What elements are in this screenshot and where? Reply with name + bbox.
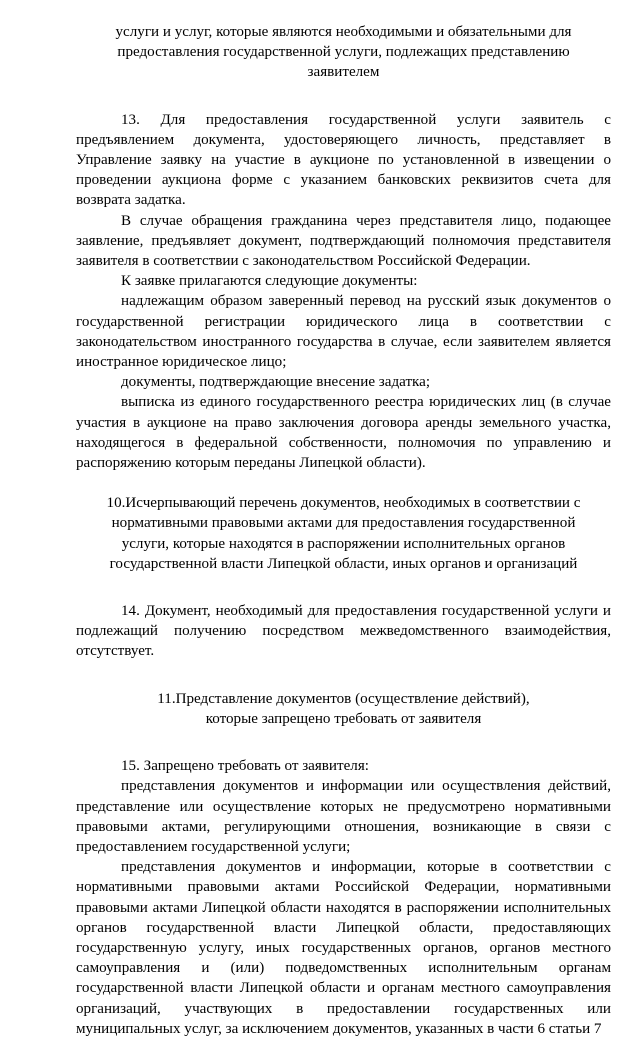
top-heading [76, 22, 611, 83]
paragraph: представления документов и информации или осуществления действий, представление или осуществление которых не предусмотрено нормативными правовыми актами, регулирующими отношения, возникающие в связи с предоставлением государственной услуги; [76, 778, 611, 855]
top-heading-line: заявителем [307, 64, 380, 81]
top-heading-line: предоставления государственной услуги, подлежащих представлению [117, 44, 570, 61]
heading-line: нормативными правовыми актами для предоставления государственной [111, 515, 576, 532]
heading-line: 11.Представление документов (осуществление действий), [157, 690, 530, 707]
paragraph: выписка из единого государственного реестра юридических лиц (в случае участия в аукционе на право заключения договора аренды земельного участка, находящегося в федеральной собственности, полномочия по управлению и распоряжению которым переданы Липецкой области). [76, 394, 611, 472]
paragraph: 14. Документ, необходимый для предоставления государственной услуги и подлежащий получению посредством межведомственного взаимодействия, отсутствует. [76, 603, 611, 660]
section-14 [76, 601, 611, 662]
paragraph: представления документов и информации, которые в соответствии с нормативными правовыми актами Российской Федерации, нормативными правовыми актами Липецкой области находятся в распоряжении исполнительных органов государственной власти Липецкой области, предоставляющих государственную услугу, иных государственных органов, органов местного самоуправления и (или) подведомственных исполнительным органам государственной власти Липецкой области и органам местного самоуправления организаций, участвующих в предоставлении государственных или муниципальных услуг, за исключением документов, указанных в части 6 статьи 7 [76, 859, 611, 1037]
section-13 [76, 110, 611, 474]
paragraph: К заявке прилагаются следующие документы: [121, 273, 418, 290]
paragraph: документы, подтверждающие внесение задатка; [121, 374, 431, 391]
paragraph: надлежащим образом заверенный перевод на русский язык документов о государственной регистрации юридического лица в соответствии с законодательством иностранного государства в случае, если заявителем является иностранное юридическое лицо; [76, 293, 611, 371]
section-15 [76, 756, 611, 1039]
heading-line: государственной власти Липецкой области, иных органов и организаций [109, 555, 578, 572]
heading-line: которые запрещено требовать от заявителя [205, 710, 482, 727]
top-heading-line: услуги и услуг, которые являются необходимыми и обязательными для [115, 24, 572, 40]
section-11-heading [76, 689, 611, 729]
paragraph: 15. Запрещено требовать от заявителя: [121, 758, 369, 775]
paragraph: В случае обращения гражданина через представителя лицо, подающее заявление, предъявляет документ, подтверждающий полномочия представителя заявителя в соответствии с законодательством Российской Федерации. [76, 212, 611, 270]
section-10-heading [76, 493, 611, 574]
heading-line: 10.Исчерпывающий перечень документов, необходимых в соответствии с [106, 495, 581, 512]
paragraph: 13. Для предоставления государственной услуги заявитель с предъявлением документа, удостоверяющего личность, представляет в Управление заявку на участие в аукционе по установленной в извещении о проведении аукциона форме с указанием банковских реквизитов счета для возврата задатка. [76, 111, 611, 209]
heading-line: услуги, которые находятся в распоряжении исполнительных органов [121, 535, 566, 552]
